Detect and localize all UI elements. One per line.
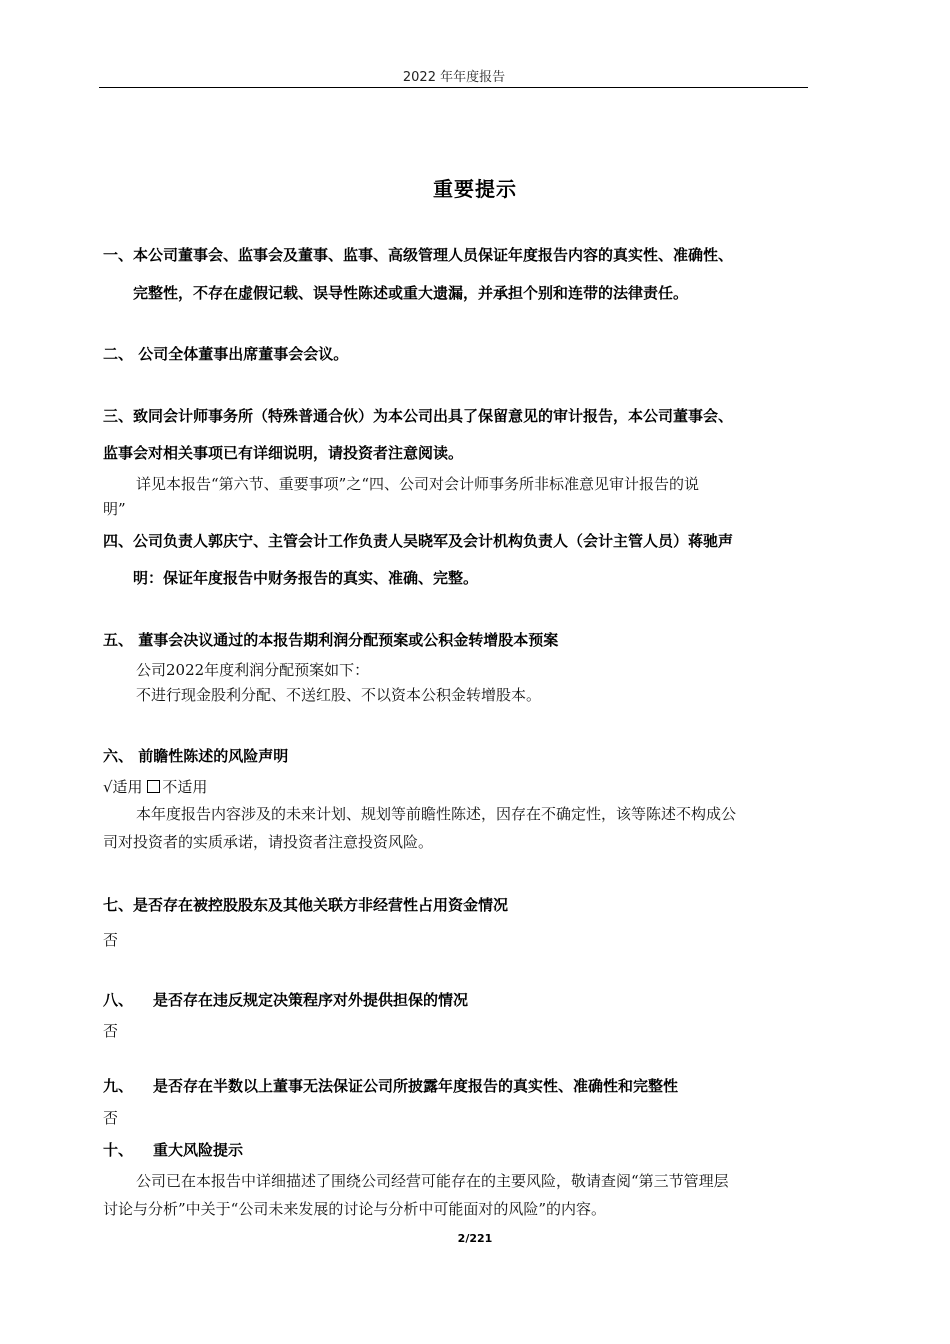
- applicability-options: [103, 776, 207, 797]
- applicable-option: √适用: [103, 778, 143, 796]
- running-header: 2022 年年度报告: [402, 70, 506, 85]
- item-1-line-2: 完整性，不存在虚假记载、误导性陈述或重大遗漏，并承担个别和连带的法律责任。: [133, 284, 689, 302]
- item-3-line-2: 监事会对相关事项已有详细说明，请投资者注意阅读。: [103, 444, 464, 462]
- item-6-text-line-2: 司对投资者的实质承诺，请投资者注意投资风险。: [103, 833, 434, 851]
- item-3-note-line-2: 明”: [103, 500, 126, 518]
- item-7: 七、是否存在被控股股东及其他关联方非经营性占用资金情况: [103, 896, 509, 914]
- item-10: 重大风险提示: [153, 1141, 244, 1159]
- item-5: 五、 董事会决议通过的本报告期利润分配预案或公积金转增股本预案: [103, 631, 559, 649]
- item-4-line-2: 明：保证年度报告中财务报告的真实、准确、完整。: [133, 569, 479, 587]
- item-3-line-1: 三、致同会计师事务所（特殊普通合伙）为本公司出具了保留意见的审计报告，本公司董事会、: [103, 407, 734, 425]
- item-8: 是否存在违反规定决策程序对外提供担保的情况: [153, 991, 469, 1009]
- item-6-text-line-1: 本年度报告内容涉及的未来计划、规划等前瞻性陈述，因存在不确定性，该等陈述不构成公: [136, 805, 737, 823]
- item-10-text-line-2: 讨论与分析”中关于“公司未来发展的讨论与分析中可能面对的风险”的内容。: [103, 1200, 607, 1218]
- item-9: 是否存在半数以上董事无法保证公司所披露年度报告的真实性、准确性和完整性: [153, 1077, 679, 1095]
- item-3-note-line-1: 详见本报告“第六节、重要事项”之“四、公司对会计师事务所非标准意见审计报告的说: [136, 475, 700, 493]
- page-number: 2/221: [457, 1232, 493, 1245]
- header-rule: [99, 87, 808, 88]
- item-8-number: 八、: [103, 991, 134, 1009]
- checkbox-icon: [147, 780, 160, 793]
- item-9-number: 九、: [103, 1077, 134, 1095]
- item-2: 二、 公司全体董事出席董事会会议。: [103, 345, 349, 363]
- item-8-answer: 否: [103, 1022, 119, 1040]
- item-1-line-1: 一、本公司董事会、监事会及董事、监事、高级管理人员保证年度报告内容的真实性、准确性、: [103, 246, 734, 264]
- item-4-line-1: 四、公司负责人郭庆宁、主管会计工作负责人吴晓军及会计机构负责人（会计主管人员）蒋驰声: [103, 532, 734, 550]
- item-9-answer: 否: [103, 1109, 119, 1127]
- item-5-text-line-1: 公司2022年度利润分配预案如下：: [136, 661, 370, 679]
- not-applicable-option: 不适用: [162, 778, 208, 796]
- item-10-text-line-1: 公司已在本报告中详细描述了围绕公司经营可能存在的主要风险，敬请查阅“第三节管理层: [136, 1172, 729, 1190]
- item-6: 六、 前瞻性陈述的风险声明: [103, 747, 289, 765]
- item-5-text-line-2: 不进行现金股利分配、不送红股、不以资本公积金转增股本。: [136, 686, 542, 704]
- item-10-number: 十、: [103, 1141, 134, 1159]
- page-title: 重要提示: [433, 177, 517, 201]
- item-7-answer: 否: [103, 931, 119, 949]
